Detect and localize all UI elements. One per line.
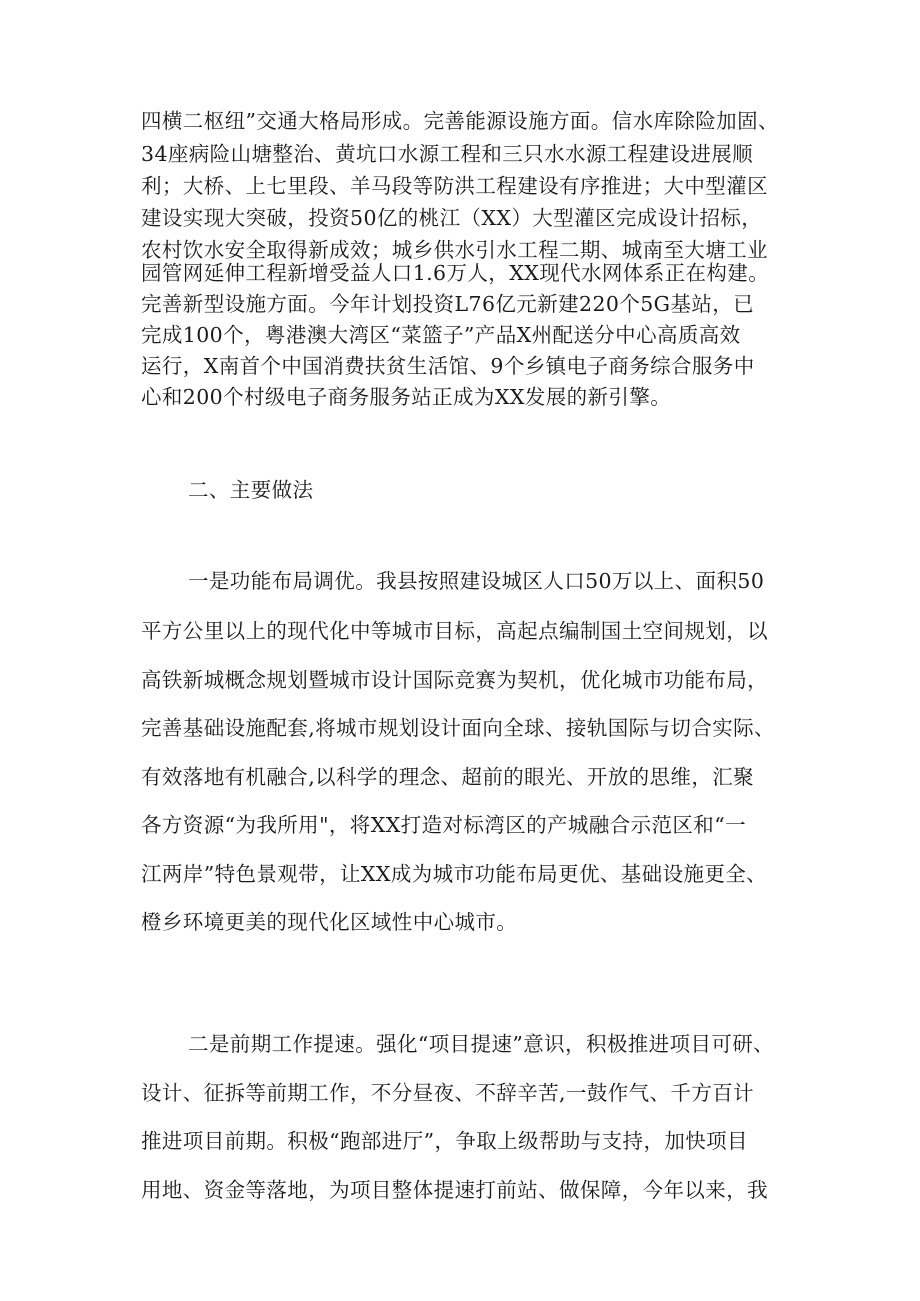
- text-line: 平方公里以上的现代化中等城市目标，高起点编制国土空间规划，以: [141, 619, 768, 643]
- text-line: 设计、征拆等前期工作，不分昼夜、不辞辛苦,一鼓作气、千方百计: [141, 1081, 755, 1105]
- text-line: 一是功能布局调优。我县按照建设城区人口50万以上、面积50: [188, 569, 765, 593]
- text-line: 二是前期工作提速。强化“项目提速”意识，积极推进项目可研、: [188, 1032, 775, 1056]
- text-line: 完善基础设施配套,将城市规划设计面向全球、接轨国际与切合实际、: [141, 716, 775, 740]
- text-line: 农村饮水安全取得新成效；城乡供水引水工程二期、城南至大塘工业: [141, 238, 768, 262]
- text-line: 推进项目前期。积极“跑部进厅”，争取上级帮助与支持，加快项目: [141, 1129, 748, 1153]
- text-line: 运行，X南首个中国消费扶贫生活馆、9个乡镇电子商务综合服务中: [141, 354, 755, 378]
- text-line: 利；大桥、上七里段、羊马段等防洪工程建设有序推进；大中型灌区: [141, 174, 768, 198]
- text-line: 有效落地有机融合,以科学的理念、超前的眼光、开放的思维，汇聚: [141, 765, 755, 789]
- section-heading: 二、主要做法: [188, 478, 314, 502]
- text-line: 江两岸”特色景观带，让XX成为城市功能布局更优、基础设施更全、: [141, 862, 768, 886]
- text-line: 建设实现大突破，投资50亿的桃江（XX）大型灌区完成设计招标，: [141, 206, 763, 230]
- text-line: 用地、资金等落地，为项目整体提速打前站、做保障，今年以来，我: [141, 1178, 768, 1202]
- text-line: 心和200个村级电子商务服务站正成为XX发展的新引擎。: [141, 385, 672, 409]
- text-line: 完成100个，粤港澳大湾区“菜篮子”产品X州配送分中心高质高效: [141, 323, 741, 347]
- text-line: 完善新型设施方面。今年计划投资L76亿元新建220个5G基站，已: [141, 292, 755, 316]
- text-line: 四横二枢纽”交通大格局形成。完善能源设施方面。信水库除险加固、: [141, 109, 779, 133]
- text-line: 各方资源“为我所用"，将XX打造对标湾区的产城融合示范区和“一: [141, 813, 746, 837]
- text-line: 34座病险山塘整治、黄坑口水源工程和三只水水源工程建设进展顺: [141, 142, 754, 166]
- text-line: 园管网延伸工程新增受益人口1.6万人，XX现代水网体系正在构建。: [141, 261, 770, 285]
- text-line: 高铁新城概念规划暨城市设计国际竞赛为契机，优化城市功能布局，: [141, 668, 768, 692]
- text-line: 橙乡环境更美的现代化区域性中心城市。: [141, 910, 518, 934]
